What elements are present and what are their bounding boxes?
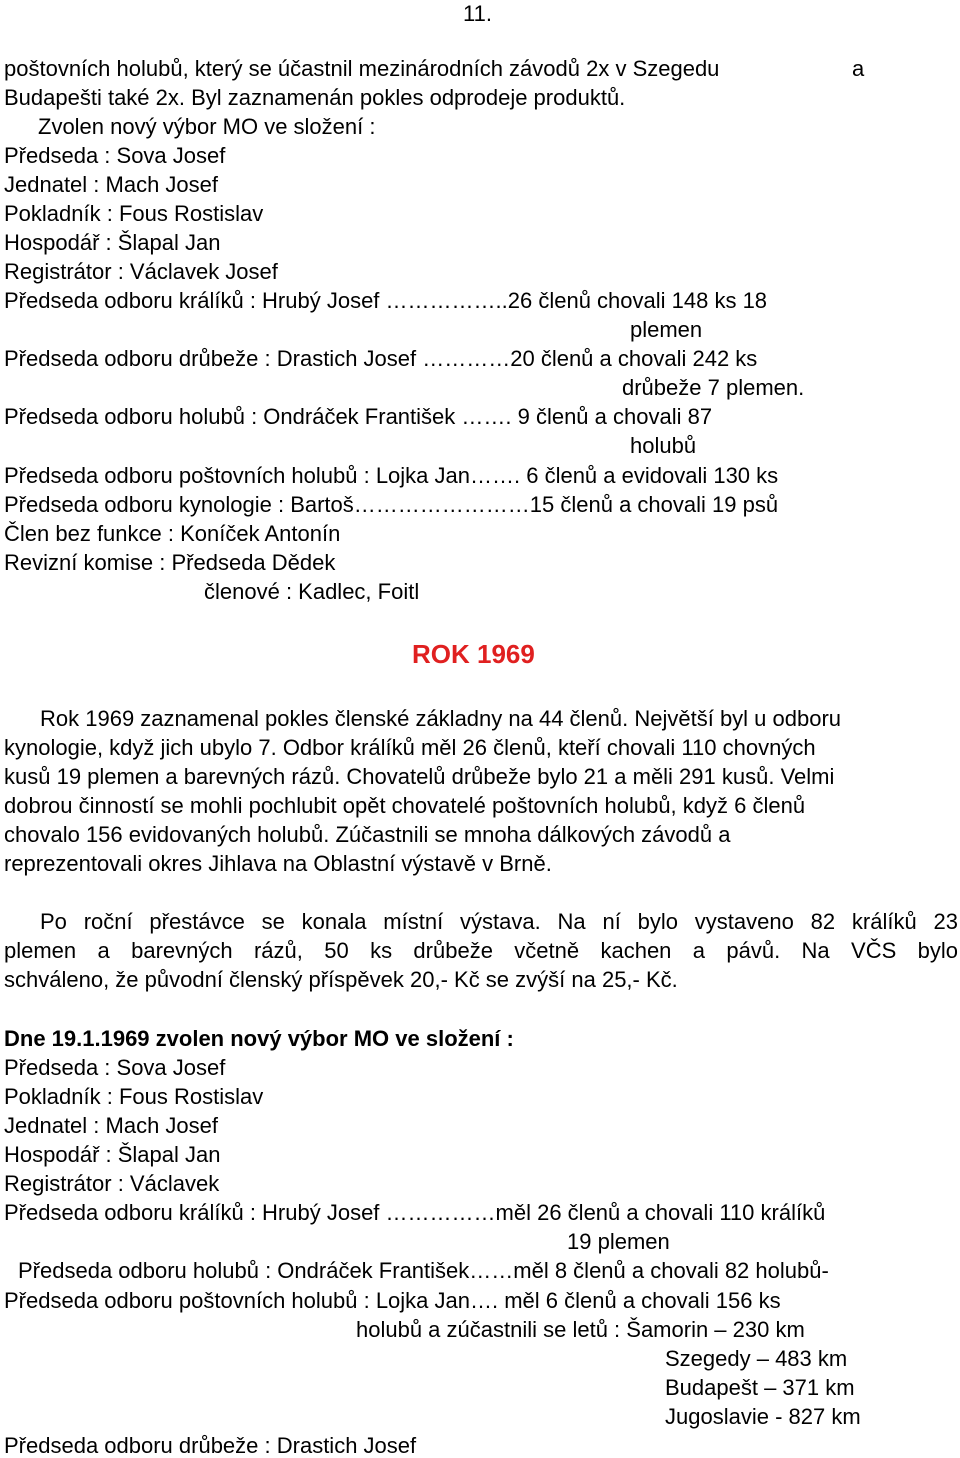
- paragraph-line: chovalo 156 evidovaných holubů. Zúčastnili se mnoha dálkových závodů a: [4, 822, 731, 847]
- text-line: Registrátor : Václavek: [4, 1171, 220, 1196]
- paragraph-line: schváleno, že původní členský příspěvek 20,- Kč se zvýší na 25,- Kč.: [4, 967, 678, 992]
- paragraph-line: plemen a barevných rázů, 50 ks drůbeže včetně kachen a pávů. Na VČS bylo: [4, 938, 958, 963]
- text-line: plemen: [630, 317, 703, 342]
- text-line: Hospodář : Šlapal Jan: [4, 230, 221, 255]
- text-line: Předseda odboru holubů : Ondráček František ……. 9 členů a chovali 87: [4, 404, 713, 429]
- paragraph-line: Rok 1969 zaznamenal pokles členské základny na 44 členů. Největší byl u odboru: [40, 706, 842, 731]
- text-line: holubů a zúčastnili se letů : Šamorin – 230 km: [356, 1317, 805, 1342]
- text-line: poštovních holubů, který se účastnil mezinárodních závodů 2x v Szegedu: [4, 56, 720, 81]
- paragraph-line: kusů 19 plemen a barevných rázů. Chovatelů drůbeže bylo 21 a měli 291 kusů. Velmi: [4, 764, 835, 789]
- text-line: Předseda : Sova Josef: [4, 143, 226, 168]
- page-number: 11.: [463, 1, 492, 26]
- text-line: Pokladník : Fous Rostislav: [4, 1084, 264, 1109]
- paragraph-line: kynologie, když jich ubylo 7. Odbor králíků měl 26 členů, kteří chovali 110 chovných: [4, 735, 816, 760]
- text-line: Předseda odboru poštovních holubů : Lojka Jan……. 6 členů a evidovali 130 ks: [4, 463, 779, 488]
- text-line: členové : Kadlec, Foitl: [204, 579, 420, 604]
- text-line: Předseda odboru králíků : Hrubý Josef ……………..26 členů chovali 148 ks 18: [4, 288, 768, 313]
- text-line: Jednatel : Mach Josef: [4, 1113, 219, 1138]
- text-line: Člen bez funkce : Koníček Antonín: [4, 521, 341, 546]
- text-line: Jednatel : Mach Josef: [4, 172, 219, 197]
- text-line: Předseda odboru drůbeže : Drastich Josef: [4, 1433, 417, 1458]
- text-line: Předseda : Sova Josef: [4, 1055, 226, 1080]
- text-line: Jugoslavie - 827 km: [665, 1404, 861, 1429]
- paragraph-line: dobrou činností se mohli pochlubit opět chovatelé poštovních holubů, když 6 členů: [4, 793, 806, 818]
- paragraph-line: Po roční přestávce se konala místní výstava. Na ní bylo vystaveno 82 králíků 23: [40, 909, 958, 934]
- text-line: Registrátor : Václavek Josef: [4, 259, 278, 284]
- text-line: Zvolen nový výbor MO ve složení :: [38, 114, 376, 139]
- text-line: Předseda odboru holubů : Ondráček František……měl 8 členů a chovali 82 holubů-: [18, 1258, 829, 1283]
- text-line: a: [852, 56, 865, 81]
- text-line: 19 plemen: [567, 1229, 670, 1254]
- text-line: Předseda odboru králíků : Hrubý Josef ……………měl 26 členů a chovali 110 králíků: [4, 1200, 826, 1225]
- text-line: Szegedy – 483 km: [665, 1346, 848, 1371]
- text-line: holubů: [630, 433, 697, 458]
- section-heading: ROK 1969: [412, 639, 535, 669]
- text-line: Budapešti také 2x. Byl zaznamenán pokles odprodeje produktů.: [4, 85, 626, 110]
- text-line: Předseda odboru poštovních holubů : Lojka Jan…. měl 6 členů a chovali 156 ks: [4, 1288, 781, 1313]
- bottom-heading: Dne 19.1.1969 zvolen nový výbor MO ve složení :: [4, 1026, 514, 1051]
- text-line: Revizní komise : Předseda Dědek: [4, 550, 336, 575]
- text-line: Budapešt – 371 km: [665, 1375, 855, 1400]
- text-line: Pokladník : Fous Rostislav: [4, 201, 264, 226]
- text-line: drůbeže 7 plemen.: [622, 375, 805, 400]
- text-line: Předseda odboru drůbeže : Drastich Josef …………20 členů a chovali 242 ks: [4, 346, 758, 371]
- paragraph-line: reprezentovali okres Jihlava na Oblastní výstavě v Brně.: [4, 851, 552, 876]
- text-line: Předseda odboru kynologie : Bartoš……………………15 členů a chovali 19 psů: [4, 492, 779, 517]
- text-line: Hospodář : Šlapal Jan: [4, 1142, 221, 1167]
